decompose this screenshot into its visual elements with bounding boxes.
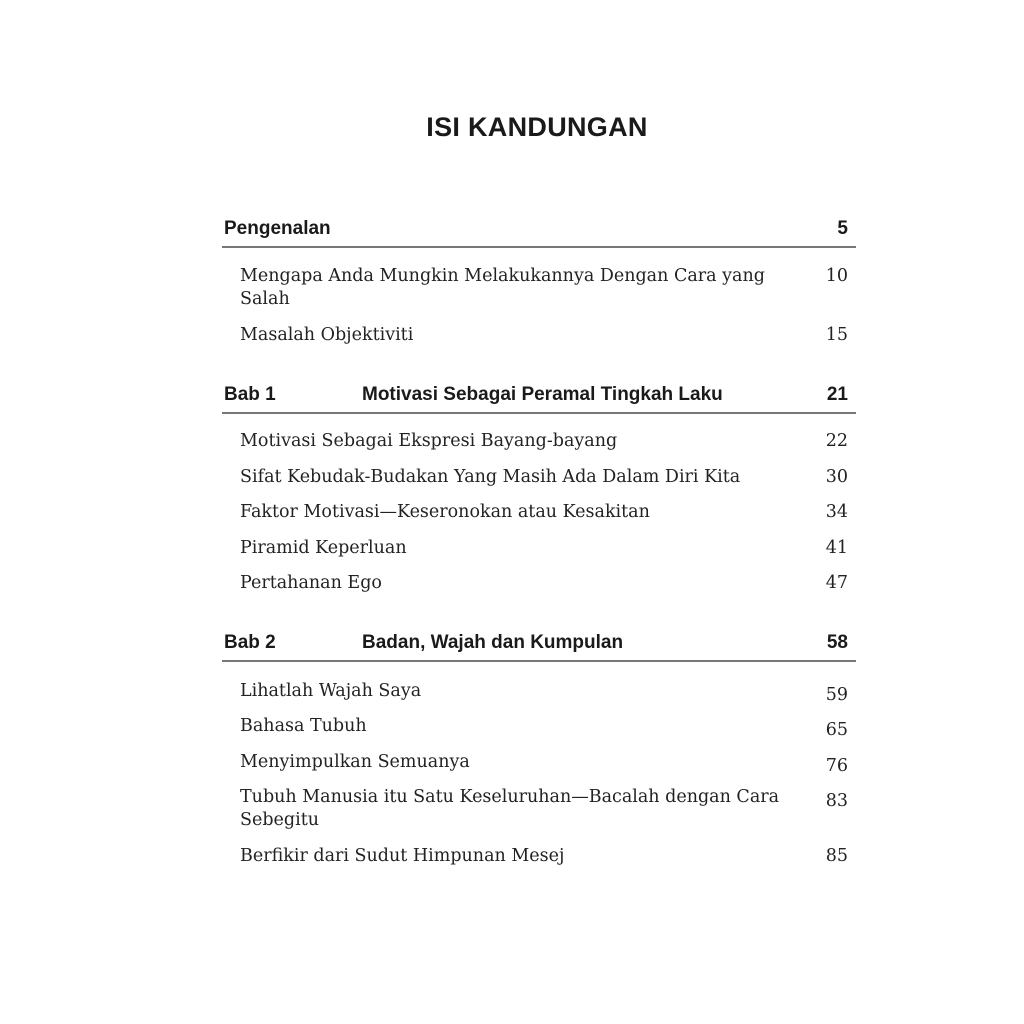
entry-title: Tubuh Manusia itu Satu Keseluruhan—Bacalah dengan Cara Sebegitu bbox=[240, 787, 780, 830]
section-header-pengenalan bbox=[222, 218, 856, 248]
entry-title: Mengapa Anda Mungkin Melakukannya Dengan Cara yang Salah bbox=[240, 266, 765, 309]
entry-title: Berfikir dari Sudut Himpunan Mesej bbox=[240, 846, 565, 866]
section-header-bab-1 bbox=[222, 384, 856, 414]
entry-title: Bahasa Tubuh bbox=[240, 716, 367, 736]
entry-title: Lihatlah Wajah Saya bbox=[240, 681, 422, 701]
section-divider bbox=[222, 660, 856, 662]
toc-entry bbox=[240, 265, 848, 311]
toc-entry bbox=[240, 466, 848, 489]
toc-entry bbox=[240, 537, 848, 560]
toc-entry bbox=[240, 501, 848, 524]
section-page-number: 5 bbox=[837, 218, 848, 239]
entry-page-number: 41 bbox=[825, 538, 848, 558]
chapter-title: Motivasi Sebagai Peramal Tingkah Laku bbox=[362, 384, 723, 405]
toc-entry bbox=[240, 786, 848, 832]
section-divider bbox=[222, 246, 856, 248]
page-title: ISI KANDUNGAN bbox=[426, 112, 648, 142]
entry-page-number: 83 bbox=[825, 791, 848, 811]
section-page-number: 58 bbox=[826, 632, 848, 653]
toc-entry bbox=[240, 680, 848, 703]
entry-title: Sifat Kebudak-Budakan Yang Masih Ada Dalam Diri Kita bbox=[240, 467, 741, 487]
entry-title: Pertahanan Ego bbox=[240, 573, 382, 593]
entry-page-number: 10 bbox=[825, 266, 848, 286]
toc-entry bbox=[240, 715, 848, 738]
entry-page-number: 30 bbox=[825, 467, 848, 487]
entry-page-number: 47 bbox=[825, 573, 848, 593]
chapter-title: Badan, Wajah dan Kumpulan bbox=[362, 632, 624, 653]
entry-page-number: 15 bbox=[825, 325, 848, 345]
entry-page-number: 22 bbox=[825, 431, 848, 451]
section-heading: Pengenalan bbox=[224, 218, 331, 239]
entry-title: Piramid Keperluan bbox=[240, 538, 407, 558]
section-page-number: 21 bbox=[826, 384, 848, 405]
toc-entry bbox=[240, 572, 848, 595]
entry-page-number: 34 bbox=[825, 502, 848, 522]
entry-page-number: 59 bbox=[825, 685, 848, 705]
toc-entry bbox=[240, 324, 848, 347]
entry-title: Motivasi Sebagai Ekspresi Bayang-bayang bbox=[240, 431, 618, 451]
entry-page-number: 65 bbox=[825, 720, 848, 740]
entry-page-number: 76 bbox=[825, 756, 848, 776]
entry-title: Faktor Motivasi—Keseronokan atau Kesakitan bbox=[240, 502, 650, 522]
section-divider bbox=[222, 412, 856, 414]
toc-entry bbox=[240, 751, 848, 774]
chapter-label: Bab 1 bbox=[224, 384, 276, 405]
entry-title: Masalah Objektiviti bbox=[240, 325, 414, 345]
chapter-label: Bab 2 bbox=[224, 632, 276, 653]
entry-page-number: 85 bbox=[825, 846, 848, 866]
section-header-bab-2 bbox=[222, 632, 856, 662]
entry-title: Menyimpulkan Semuanya bbox=[240, 752, 470, 772]
toc-entry bbox=[240, 845, 848, 868]
toc-entry bbox=[240, 430, 848, 453]
